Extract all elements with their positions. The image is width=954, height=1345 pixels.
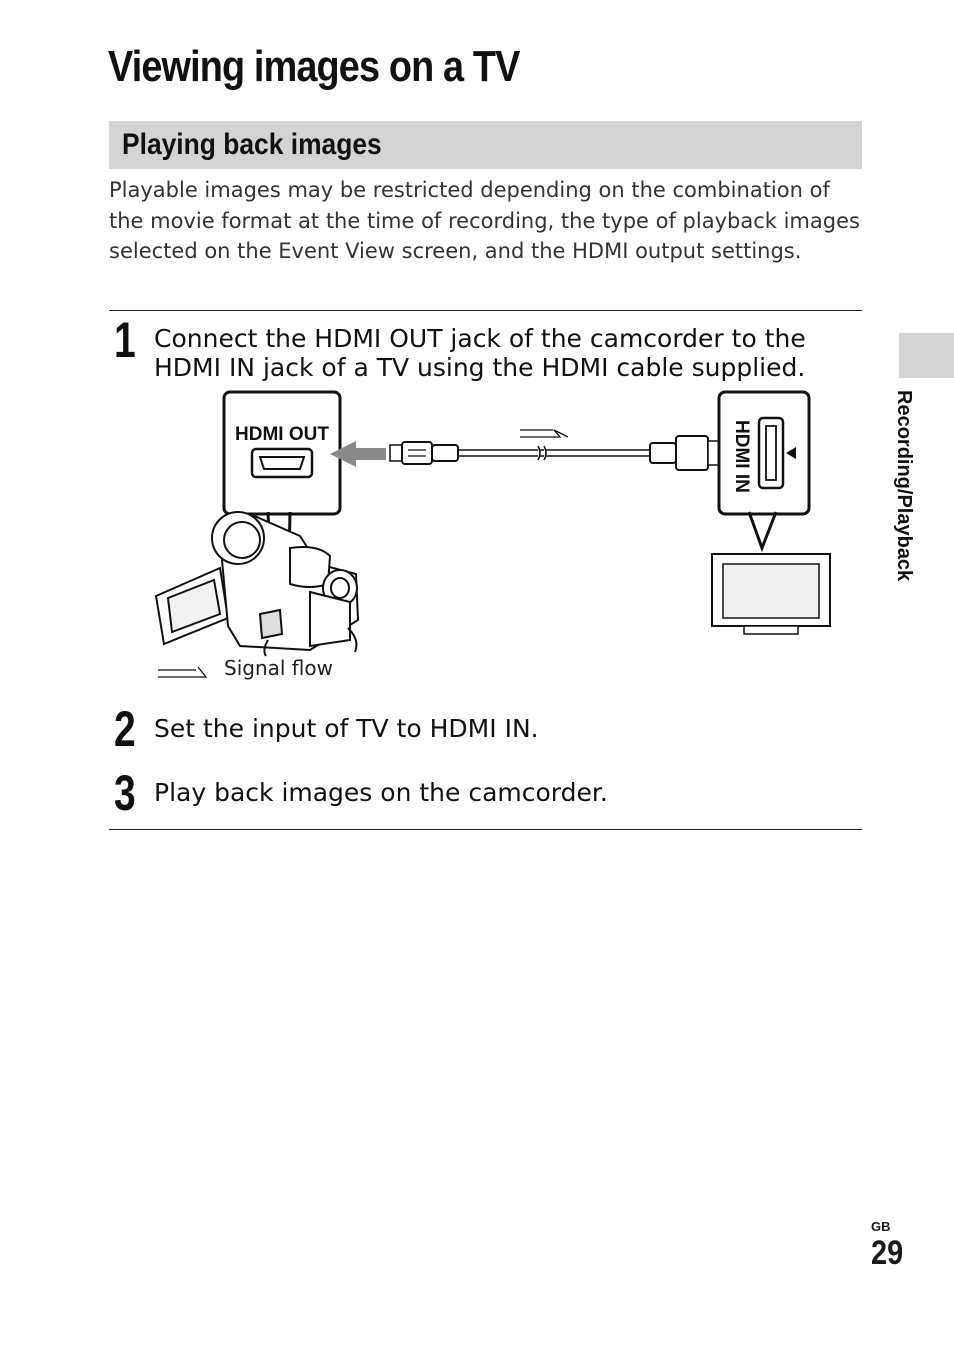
- hdmi-in-callout: [719, 392, 809, 548]
- divider-top: [109, 310, 862, 311]
- divider-bottom: [109, 829, 862, 830]
- signal-flow-label: Signal flow: [224, 656, 333, 680]
- intro-paragraph: Playable images may be restricted depending on the combination of the movie format at the time of recording, the type of playback images selected on the Event View screen, and the HDMI output settings.: [109, 178, 860, 263]
- signal-flow-arrow-icon: [520, 430, 568, 437]
- section-tab-marker: [899, 333, 954, 378]
- tv-icon: [712, 554, 830, 634]
- step-1-text: Connect the HDMI OUT jack of the camcorder to the HDMI IN jack of a TV using the HDMI cable supplied.: [154, 324, 806, 382]
- section-title: Playing back images: [122, 128, 382, 161]
- page-number: 29: [871, 1234, 904, 1272]
- step-2-text: Set the input of TV to HDMI IN.: [154, 714, 539, 743]
- signal-flow-legend: [158, 656, 333, 680]
- page-title: Viewing images on a TV: [108, 42, 520, 91]
- step-2-number: 2: [114, 701, 136, 757]
- hdmi-in-label: HDMI IN: [731, 420, 752, 493]
- hdmi-cable: [390, 436, 720, 470]
- step-3-number: 3: [114, 765, 136, 821]
- step-1-number: 1: [114, 312, 136, 368]
- camcorder-icon: [156, 512, 358, 656]
- region-code: GB: [871, 1219, 891, 1234]
- side-tab-label: Recording/Playback: [893, 390, 915, 582]
- section-header: [109, 121, 862, 169]
- hdmi-out-label: HDMI OUT: [235, 424, 329, 445]
- hdmi-connection-diagram: [150, 388, 840, 688]
- hdmi-port-icon: [252, 449, 312, 477]
- step-3-text: Play back images on the camcorder.: [154, 778, 608, 807]
